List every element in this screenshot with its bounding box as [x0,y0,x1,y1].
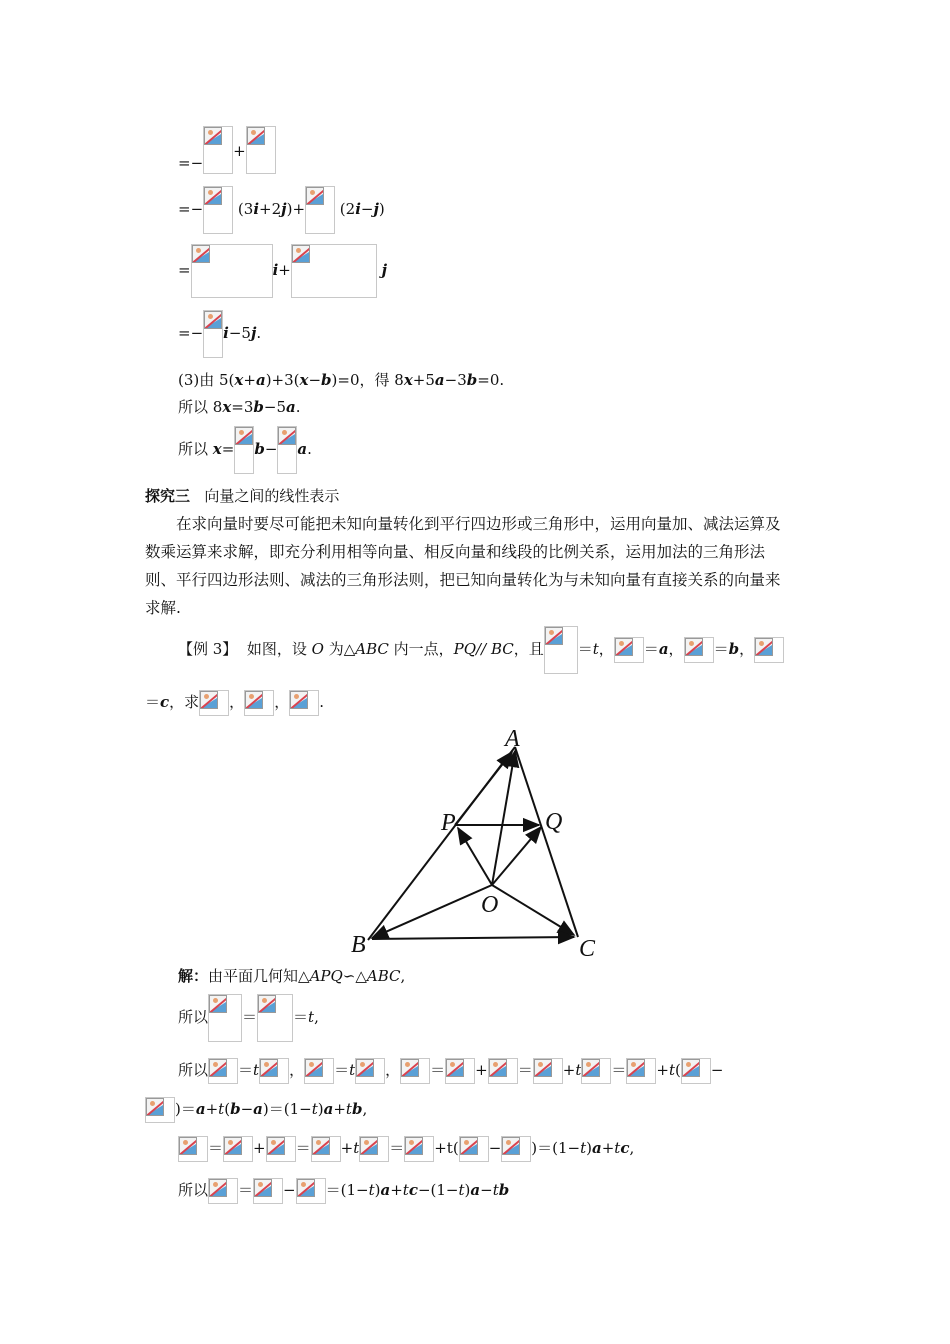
text: −(1− [417,1181,459,1199]
vec-x: x [222,398,232,416]
var-t: t [575,1061,582,1079]
text: + [243,371,256,389]
formula-image [681,1058,711,1084]
vec-b: b [466,371,478,389]
solution-line-4 [145,1097,367,1125]
vec-b: b [254,440,265,458]
vec-x: x [299,371,309,389]
equals: ＝ [145,693,161,711]
equals: ＝ [430,1061,446,1079]
comma: ， [385,1061,401,1079]
equation-line-6 [178,397,301,417]
formula-image [355,1058,385,1084]
formula-image [359,1136,389,1162]
formula-image [488,1058,518,1084]
solution-line-1 [178,966,405,986]
equals: ＝ [238,1181,254,1199]
solution-line-2 [178,994,319,1044]
triangle-figure [345,722,605,962]
text: =0. [477,371,505,389]
vec-b: b [351,1100,363,1118]
plus-sign: + [233,142,246,160]
text: −5 [228,324,251,342]
section-paragraph: 在求向量时要尽可能把未知向量转化到平行四边形或三角形中，运用向量加、减法运算及数乘运算来求解，即充分利用相等向量、相反向量和线段的比例关系，运用加法的三角形法则、平行四边形法则、减法的三角形法则，把已知向量转化为与未知向量有直接关系的向量来求解. [145,515,781,617]
text: )=0，得 8 [331,371,404,389]
vec-i: i [272,261,279,279]
equals: ＝ [295,1139,311,1157]
vec-a: a [195,1100,206,1118]
text: +t( [434,1139,459,1157]
formula-image [501,1136,531,1162]
formula-image [581,1058,611,1084]
text: , [314,1008,319,1026]
text: − [240,1100,254,1118]
equals-minus: =− [178,154,204,172]
text: ) [317,1100,324,1118]
text: . [256,324,262,342]
text: − [360,200,374,218]
text: , [629,1139,635,1157]
text: )＝(1− [531,1139,581,1157]
text: (3 [237,200,254,218]
text: ) [374,1181,381,1199]
vec-b: b [230,1100,241,1118]
formula-image [208,1058,238,1084]
formula-image [404,1136,434,1162]
formula-image [305,186,335,234]
equation-line-5 [178,370,504,390]
plus-sign: + [340,1139,354,1157]
vec-a: a [434,371,445,389]
text: + [601,1139,615,1157]
vec-a: a [591,1139,602,1157]
formula-image [289,690,319,716]
formula-image [400,1058,430,1084]
solution-line-6 [178,1178,509,1206]
var-t: t [349,1061,356,1079]
equals: ＝ [242,1008,258,1026]
text: − [308,371,322,389]
vec-x: x [403,371,413,389]
formula-image [244,690,274,716]
formula-image [277,426,297,474]
vec-c: c [408,1181,418,1199]
plus-sign: + [656,1061,669,1079]
text: −3 [444,371,467,389]
vec-a: a [470,1181,481,1199]
vec-j: j [373,200,379,218]
var-t: t [492,1181,499,1199]
equation-line-1 [178,126,276,176]
formula-image [304,1058,334,1084]
text: . [295,398,301,416]
minus: − [710,1061,724,1079]
formula-image [199,690,229,716]
var-t: t [345,1100,352,1118]
vec-j: j [250,324,257,342]
var-t: t [580,1139,587,1157]
text: ) [586,1139,592,1157]
text: + [390,1181,403,1199]
formula-image [754,637,784,663]
side-ac [515,747,578,937]
solution-line-3 [178,1058,723,1086]
text: 内一点， [388,640,454,658]
text: ) [378,200,385,218]
section-number: 探究三 [145,487,191,505]
vector-oc [492,885,574,935]
text: 所以 [178,1008,209,1026]
var-t: t [402,1181,409,1199]
equals: ＝ [334,1061,350,1079]
label-q: Q [545,809,563,835]
comma: ， [739,640,755,658]
text: ( [224,1100,231,1118]
equation-line-3 [178,244,387,300]
vec-b: b [321,371,332,389]
text: 所以 [178,1181,209,1199]
formula-image [223,1136,253,1162]
label-c: C [579,936,596,962]
var-t: t [592,640,599,658]
text: ，且 [513,640,544,658]
formula-image [191,244,273,298]
text: ( [674,1061,681,1079]
formula-image [459,1136,489,1162]
text: ＝(1− [325,1181,369,1199]
solution-label: 解： [178,967,209,985]
equals: ＝ [517,1061,533,1079]
equals: ＝ [389,1139,405,1157]
text: +2 [259,200,282,218]
label-b: B [351,932,366,958]
formula-image [234,426,254,474]
text: ∽△ [342,967,367,985]
minus: − [283,1181,296,1199]
formula-image [626,1058,656,1084]
vector-oq [492,827,541,885]
vec-b: b [498,1181,510,1199]
formula-image [445,1058,475,1084]
plus-sign: + [278,261,291,279]
formula-image [544,626,578,674]
vec-i: i [223,324,229,342]
formula-image [684,637,714,663]
equation-line-2 [178,186,385,236]
text: . [319,693,324,711]
text: 所以 8 [178,398,223,416]
vec-i: i [355,200,361,218]
plus-sign: + [253,1139,266,1157]
text: 由平面几何知△ [208,967,310,985]
formula-image [311,1136,341,1162]
text: 所以 [178,1061,209,1079]
text: 如图，设 [246,640,312,658]
comma: ， [229,693,245,711]
text: )＝(1− [262,1100,312,1118]
var-t: t [368,1181,375,1199]
equals: ＝ [643,640,659,658]
formula-image [203,126,233,174]
text: )＝ [175,1100,196,1118]
text: ，求 [169,693,200,711]
var-t: t [308,1008,315,1026]
label-p: P [441,810,456,836]
text: +5 [412,371,435,389]
section-title [145,486,339,506]
formula-image [145,1097,175,1123]
equation-line-7 [178,426,312,476]
label-o: O [481,892,499,918]
vec-a: a [323,1100,334,1118]
var-t: t [311,1100,318,1118]
vec-a: a [380,1181,391,1199]
text: 为△ [323,640,356,658]
var-t: t [218,1100,225,1118]
text: −5 [263,398,287,416]
equals: ＝ [238,1061,254,1079]
triangle-apq: APQ [309,967,343,985]
text: =3 [231,398,254,416]
comma: ， [274,693,290,711]
formula-image [253,1178,283,1204]
formula-image [178,1136,208,1162]
text: ) [464,1181,471,1199]
var-t: t [458,1181,465,1199]
text: 所以 [178,440,213,458]
equals: ＝ [611,1061,627,1079]
formula-image [533,1058,563,1084]
vec-b: b [253,398,264,416]
formula-image [257,994,293,1042]
equals-minus: =− [178,200,204,218]
label-a: A [505,726,520,752]
vec-j: j [281,200,287,218]
formula-image [259,1058,289,1084]
example-line-2 [145,690,324,718]
var-t: t [253,1061,260,1079]
text: (2 [339,200,356,218]
equals: = [221,440,235,458]
vec-a: a [286,398,296,416]
vector-bc [372,937,574,939]
section-heading: 向量之间的线性表示 [204,487,340,505]
text: − [480,1181,493,1199]
plus-sign: + [475,1061,488,1079]
triangle-abc: ABC [366,967,401,985]
formula-image [266,1136,296,1162]
vec-c: c [160,693,170,711]
vec-j: j [381,261,388,279]
formula-image [614,637,644,663]
comma: ， [289,1061,305,1079]
formula-image [291,244,377,298]
equals: ＝ [577,640,593,658]
text: . [307,440,312,458]
text: + [205,1100,219,1118]
var-t: t [614,1139,621,1157]
text: )+ [286,200,306,218]
text: (3)由 5( [178,371,235,389]
minus: − [488,1139,502,1157]
vec-c: c [620,1139,630,1157]
vec-a: a [658,640,669,658]
equals-minus: =− [178,324,204,342]
formula-image [203,310,223,358]
example-line-1 [178,626,784,676]
vec-b: b [728,640,740,658]
vec-x: x [234,371,244,389]
formula-image [203,186,233,234]
equals: ＝ [713,640,729,658]
formula-image [208,994,242,1042]
triangle-abc: ABC [355,640,389,658]
equals: ＝ [208,1139,224,1157]
comma: ， [668,640,684,658]
formula-image [296,1178,326,1204]
text: + [333,1100,346,1118]
equals: ＝ [293,1008,309,1026]
formula-image [208,1178,238,1204]
vec-a: a [297,440,308,458]
equals: = [178,261,191,279]
text: , [400,967,406,985]
vec-a: a [255,371,266,389]
solution-line-5 [178,1136,634,1164]
vector-op [458,828,492,885]
formula-image [246,126,276,174]
text: )+3( [265,371,300,389]
vec-a: a [253,1100,263,1118]
var-t: t [668,1061,675,1079]
point-o: O [311,640,324,658]
example-label: 【例 3】 [178,640,238,658]
parallel-statement: PQ// BC [453,640,514,658]
equation-line-4 [178,310,261,360]
vec-x: x [212,440,222,458]
comma: ， [598,640,614,658]
plus-sign: + [562,1061,576,1079]
vec-i: i [253,200,260,218]
var-t: t [353,1139,360,1157]
minus: − [264,440,278,458]
text: , [362,1100,368,1118]
